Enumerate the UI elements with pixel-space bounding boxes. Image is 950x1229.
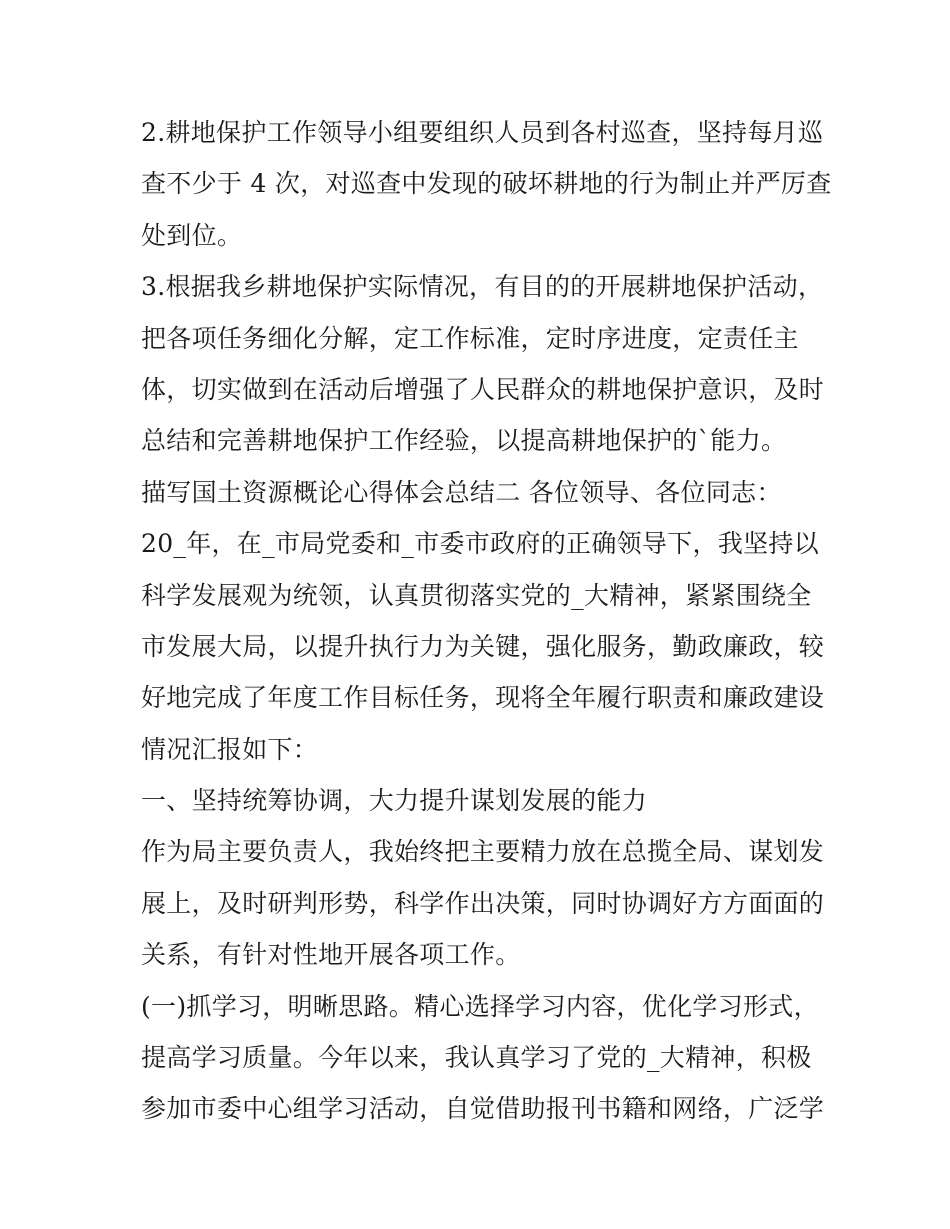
section-heading: 一、坚持统筹协调，大力提升谋划发展的能力 xyxy=(141,786,648,816)
text-line: 3.根据我乡耕地保护实际情况，有目的的开展耕地保护活动， xyxy=(141,272,824,302)
text-line: 参加市委中心组学习活动，自觉借助报刊书籍和网络，广泛学 xyxy=(141,1094,825,1124)
text-line: 体，切实做到在活动后增强了人民群众的耕地保护意识，及时 xyxy=(141,374,825,404)
text-line: 情况汇报如下： xyxy=(141,734,319,764)
text-line: 20_年，在_市局党委和_市委市政府的正确领导下，我坚持以 xyxy=(141,529,820,559)
text-line: 科学发展观为统领，认真贯彻落实党的_大精神，紧紧围绕全 xyxy=(141,580,812,610)
text-line: 市发展大局，以提升执行力为关键，强化服务，勤政廉政，较 xyxy=(141,631,825,661)
section-heading: 描写国土资源概论心得体会总结二 各位领导、各位同志： xyxy=(141,477,782,507)
text-line: 作为局主要负责人，我始终把主要精力放在总揽全局、谋划发 xyxy=(141,837,825,867)
text-line: 查不少于 4 次，对巡查中发现的破坏耕地的行为制止并严厉查 xyxy=(141,169,832,199)
text-line: 提高学习质量。今年以来，我认真学习了党的_大精神，积极 xyxy=(141,1043,812,1073)
document-body xyxy=(141,107,832,1135)
text-line: 处到位。 xyxy=(141,220,243,250)
text-line: 好地完成了年度工作目标任务，现将全年履行职责和廉政建设 xyxy=(141,683,825,713)
text-line: (一)抓学习，明晰思路。精心选择学习内容，优化学习形式， xyxy=(141,991,819,1021)
text-line: 2.耕地保护工作领导小组要组织人员到各村巡查，坚持每月巡 xyxy=(141,118,824,147)
text-line: 把各项任务细化分解，定工作标准，定时序进度，定责任主 xyxy=(141,323,799,353)
text-line: 总结和完善耕地保护工作经验，以提高耕地保护的`能力。 xyxy=(141,426,787,456)
text-line: 展上，及时研判形势，科学作出决策，同时协调好方方面面的 xyxy=(141,888,825,918)
text-line: 关系，有针对性地开展各项工作。 xyxy=(141,940,521,970)
